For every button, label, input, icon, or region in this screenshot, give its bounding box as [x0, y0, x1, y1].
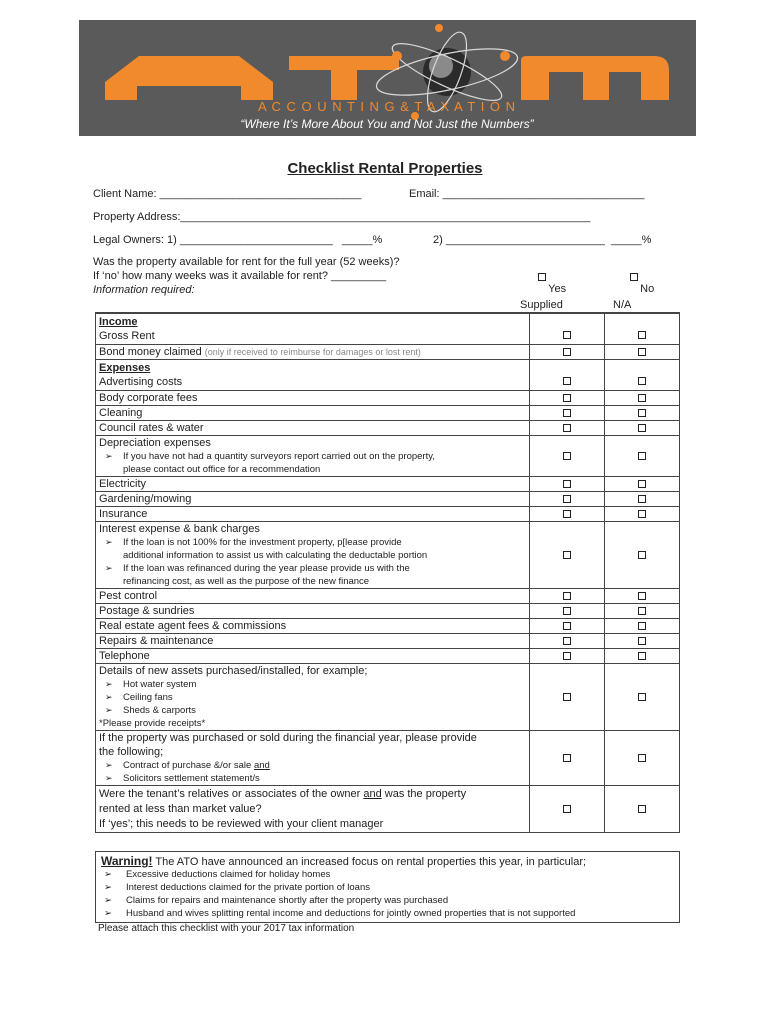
table-row — [96, 664, 680, 731]
table-row — [96, 345, 680, 360]
question-available: Was the property available for rent for the full year (52 weeks)? — [93, 256, 400, 268]
supplied-checkbox[interactable] — [563, 331, 571, 339]
table-row — [96, 314, 680, 345]
na-checkbox[interactable] — [638, 754, 646, 762]
item-label: Insurance — [96, 507, 530, 522]
table-row — [96, 360, 680, 391]
item-label: Body corporate fees — [96, 391, 530, 406]
table-row — [96, 604, 680, 619]
item-label: Telephone — [96, 649, 530, 664]
supplied-checkbox[interactable] — [563, 652, 571, 660]
supplied-checkbox[interactable] — [563, 452, 571, 460]
supplied-checkbox[interactable] — [563, 637, 571, 645]
bullet-item: ➢ Solicitors settlement statement/s — [105, 773, 260, 784]
item-label: Gross Rent — [99, 330, 155, 342]
supplied-checkbox[interactable] — [563, 409, 571, 417]
table-row — [96, 786, 680, 833]
arrow-bullet-icon: ➢ — [105, 760, 113, 770]
item-label: the following; — [99, 746, 164, 758]
na-checkbox[interactable] — [638, 480, 646, 488]
bullet-item: ➢ Sheds & carports — [105, 705, 196, 716]
warning-item: ➢ Excessive deductions claimed for holiday homes — [104, 869, 331, 880]
no-option[interactable] — [624, 259, 654, 295]
item-label: Bond money claimed — [99, 346, 205, 358]
supplied-checkbox[interactable] — [563, 495, 571, 503]
column-supplied-header: Supplied — [520, 299, 563, 311]
question-weeks[interactable]: If ‘no’ how many weeks was it available for rent? _________ — [93, 270, 387, 282]
receipts-note: *Please provide receipts* — [99, 718, 206, 729]
na-checkbox[interactable] — [638, 424, 646, 432]
supplied-checkbox[interactable] — [563, 394, 571, 402]
email-field[interactable]: Email: _________________________________ — [409, 188, 645, 200]
table-row — [96, 649, 680, 664]
na-checkbox[interactable] — [638, 592, 646, 600]
item-label: Cleaning — [96, 406, 530, 421]
property-address-field[interactable]: Property Address:___________________________________________________________________ — [93, 211, 591, 223]
bullet-item: ➢ If the loan is not 100% for the investment property, p[lease provide — [105, 537, 402, 548]
supplied-checkbox[interactable] — [563, 377, 571, 385]
supplied-checkbox[interactable] — [563, 510, 571, 518]
na-checkbox[interactable] — [638, 452, 646, 460]
bullet-item: ➢ Hot water system — [105, 679, 197, 690]
na-checkbox[interactable] — [638, 607, 646, 615]
na-checkbox[interactable] — [638, 409, 646, 417]
table-row — [96, 436, 680, 477]
item-label: rented at less than market value? — [99, 802, 262, 815]
arrow-bullet-icon: ➢ — [105, 705, 113, 715]
arrow-bullet-icon: ➢ — [104, 895, 112, 906]
client-name-field[interactable]: Client Name: _________________________________ — [93, 188, 362, 200]
table-row — [96, 634, 680, 649]
table-row — [96, 492, 680, 507]
expenses-heading: Expenses — [99, 362, 151, 374]
warning-item: ➢ Interest deductions claimed for the private portion of loans — [104, 882, 370, 893]
arrow-bullet-icon: ➢ — [104, 869, 112, 880]
supplied-checkbox[interactable] — [563, 348, 571, 356]
bullet-item: ➢ Ceiling fans — [105, 692, 173, 703]
bullet-item: refinancing cost, as well as the purpose of the new finance — [123, 576, 370, 587]
arrow-bullet-icon: ➢ — [105, 451, 113, 461]
table-row — [96, 731, 680, 786]
na-checkbox[interactable] — [638, 348, 646, 356]
table-row — [96, 391, 680, 406]
na-checkbox[interactable] — [638, 622, 646, 630]
table-row — [96, 522, 680, 589]
na-checkbox[interactable] — [638, 394, 646, 402]
table-row — [96, 477, 680, 492]
arrow-bullet-icon: ➢ — [104, 882, 112, 893]
na-checkbox[interactable] — [638, 495, 646, 503]
table-row — [96, 406, 680, 421]
na-checkbox[interactable] — [638, 637, 646, 645]
legal-owner-2-field[interactable]: 2) __________________________ _____% — [433, 234, 652, 246]
item-label: Details of new assets purchased/installed, for example; — [99, 665, 368, 677]
yes-option[interactable] — [532, 259, 566, 295]
table-row — [96, 421, 680, 436]
item-label: Pest control — [96, 589, 530, 604]
table-row — [96, 619, 680, 634]
item-label: Council rates & water — [96, 421, 530, 436]
bullet-item: ➢ If you have not had a quantity surveyors report carried out on the property, — [105, 451, 435, 462]
item-label: Interest expense & bank charges — [99, 523, 260, 535]
supplied-checkbox[interactable] — [563, 480, 571, 488]
arrow-bullet-icon: ➢ — [105, 692, 113, 702]
income-heading: Income — [99, 316, 138, 328]
bullet-item: additional information to assist us with calculating the deductable portion — [123, 550, 428, 561]
table-row — [96, 507, 680, 522]
arrow-bullet-icon: ➢ — [105, 679, 113, 689]
column-na-header: N/A — [613, 299, 632, 311]
supplied-checkbox[interactable] — [563, 424, 571, 432]
arrow-bullet-icon: ➢ — [105, 537, 113, 547]
supplied-checkbox[interactable] — [563, 607, 571, 615]
na-checkbox[interactable] — [638, 551, 646, 559]
item-label: Advertising costs — [99, 376, 183, 388]
supplied-checkbox[interactable] — [563, 592, 571, 600]
bullet-item: ➢ Contract of purchase &/or sale and — [105, 760, 270, 771]
page-title: Checklist Rental Properties — [287, 160, 483, 177]
no-checkbox[interactable] — [630, 273, 638, 281]
item-label: Repairs & maintenance — [96, 634, 530, 649]
warning-box — [95, 851, 680, 923]
warning-item: ➢ Husband and wives splitting rental income and deductions for jointly owned properties that is not supported — [104, 908, 576, 919]
warning-item: ➢ Claims for repairs and maintenance shortly after the property was purchased — [104, 895, 449, 906]
table-row — [96, 589, 680, 604]
bullet-item: ➢ If the loan was refinanced during the year please provide us with the — [105, 563, 410, 574]
item-label: Depreciation expenses — [99, 437, 211, 449]
na-checkbox[interactable] — [638, 510, 646, 518]
na-checkbox[interactable] — [638, 331, 646, 339]
supplied-checkbox[interactable] — [563, 622, 571, 630]
bullet-item: please contact out office for a recommendation — [123, 464, 321, 475]
banner-subtitle: A C C O U N T I N G & T A X A T I O N — [257, 99, 517, 114]
no-label: No — [640, 283, 655, 295]
supplied-checkbox[interactable] — [563, 551, 571, 559]
footer-note: Please attach this checklist with your 2017 tax information — [98, 923, 355, 934]
arrow-bullet-icon: ➢ — [105, 563, 113, 573]
warning-heading: Warning! The ATO have announced an increased focus on rental properties this year, in particular; — [101, 854, 587, 868]
info-required-label: Information required: — [93, 284, 195, 296]
supplied-checkbox[interactable] — [563, 754, 571, 762]
item-label: Postage & sundries — [96, 604, 530, 619]
na-checkbox[interactable] — [638, 693, 646, 701]
na-checkbox[interactable] — [638, 377, 646, 385]
item-label: Electricity — [96, 477, 530, 492]
supplied-checkbox[interactable] — [563, 805, 571, 813]
checklist-table — [95, 313, 680, 833]
company-banner — [79, 20, 696, 136]
item-label: Gardening/mowing — [96, 492, 530, 507]
yes-label: Yes — [548, 283, 567, 295]
banner-tagline: “Where It’s More About You and Not Just the Numbers” — [240, 117, 534, 131]
atom-logo — [79, 20, 696, 136]
item-label: Were the tenant’s relatives or associates of the owner and was the property — [99, 787, 467, 800]
arrow-bullet-icon: ➢ — [105, 773, 113, 783]
item-label: If the property was purchased or sold during the financial year, please provide — [99, 732, 477, 744]
supplied-checkbox[interactable] — [563, 693, 571, 701]
item-note: (only if received to reimburse for damages or lost rent) — [204, 347, 421, 357]
legal-owner-1-field[interactable]: Legal Owners: 1) _________________________ _____% — [93, 234, 383, 246]
yes-checkbox[interactable] — [538, 273, 546, 281]
na-checkbox[interactable] — [638, 805, 646, 813]
item-label: If ‘yes’; this needs to be reviewed with your client manager — [99, 817, 384, 830]
item-label: Real estate agent fees & commissions — [96, 619, 530, 634]
arrow-bullet-icon: ➢ — [104, 908, 112, 919]
na-checkbox[interactable] — [638, 652, 646, 660]
